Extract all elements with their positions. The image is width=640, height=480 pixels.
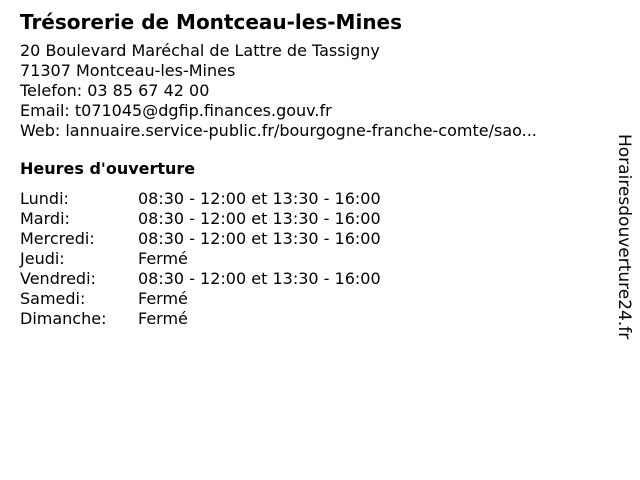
- opening-hours-heading: Heures d'ouverture: [20, 159, 196, 178]
- hours-row-thursday: [20, 249, 610, 269]
- day-label: Lundi:: [20, 189, 69, 208]
- opening-hours-table: [20, 189, 610, 329]
- hours-row-friday: [20, 269, 610, 289]
- address-city: 71307 Montceau-les-Mines: [20, 61, 236, 80]
- day-label: Dimanche:: [20, 309, 107, 328]
- email-line[interactable]: Email: t071045@dgfip.finances.gouv.fr: [20, 101, 332, 120]
- hours-row-saturday: [20, 289, 610, 309]
- day-hours: 08:30 - 12:00 et 13:30 - 16:00: [138, 229, 381, 248]
- day-label: Mardi:: [20, 209, 70, 228]
- day-hours: 08:30 - 12:00 et 13:30 - 16:00: [138, 189, 381, 208]
- office-card: [20, 9, 610, 329]
- hours-row-monday: [20, 189, 610, 209]
- site-brand-watermark: Horairesdouverture24.fr: [614, 134, 634, 340]
- address-street: 20 Boulevard Maréchal de Lattre de Tassigny: [20, 41, 380, 60]
- day-label: Jeudi:: [20, 249, 65, 268]
- day-label: Vendredi:: [20, 269, 96, 288]
- website-line[interactable]: Web: lannuaire.service-public.fr/bourgogne-franche-comte/sao...: [20, 121, 537, 140]
- phone-line[interactable]: Telefon: 03 85 67 42 00: [20, 81, 210, 100]
- day-hours: Fermé: [138, 249, 188, 268]
- hours-row-tuesday: [20, 209, 610, 229]
- day-hours: Fermé: [138, 289, 188, 308]
- day-label: Samedi:: [20, 289, 86, 308]
- office-title: Trésorerie de Montceau-les-Mines: [20, 10, 403, 34]
- day-hours: 08:30 - 12:00 et 13:30 - 16:00: [138, 269, 381, 288]
- day-hours: 08:30 - 12:00 et 13:30 - 16:00: [138, 209, 381, 228]
- hours-row-wednesday: [20, 229, 610, 249]
- day-hours: Fermé: [138, 309, 188, 328]
- hours-row-sunday: [20, 309, 610, 329]
- day-label: Mercredi:: [20, 229, 95, 248]
